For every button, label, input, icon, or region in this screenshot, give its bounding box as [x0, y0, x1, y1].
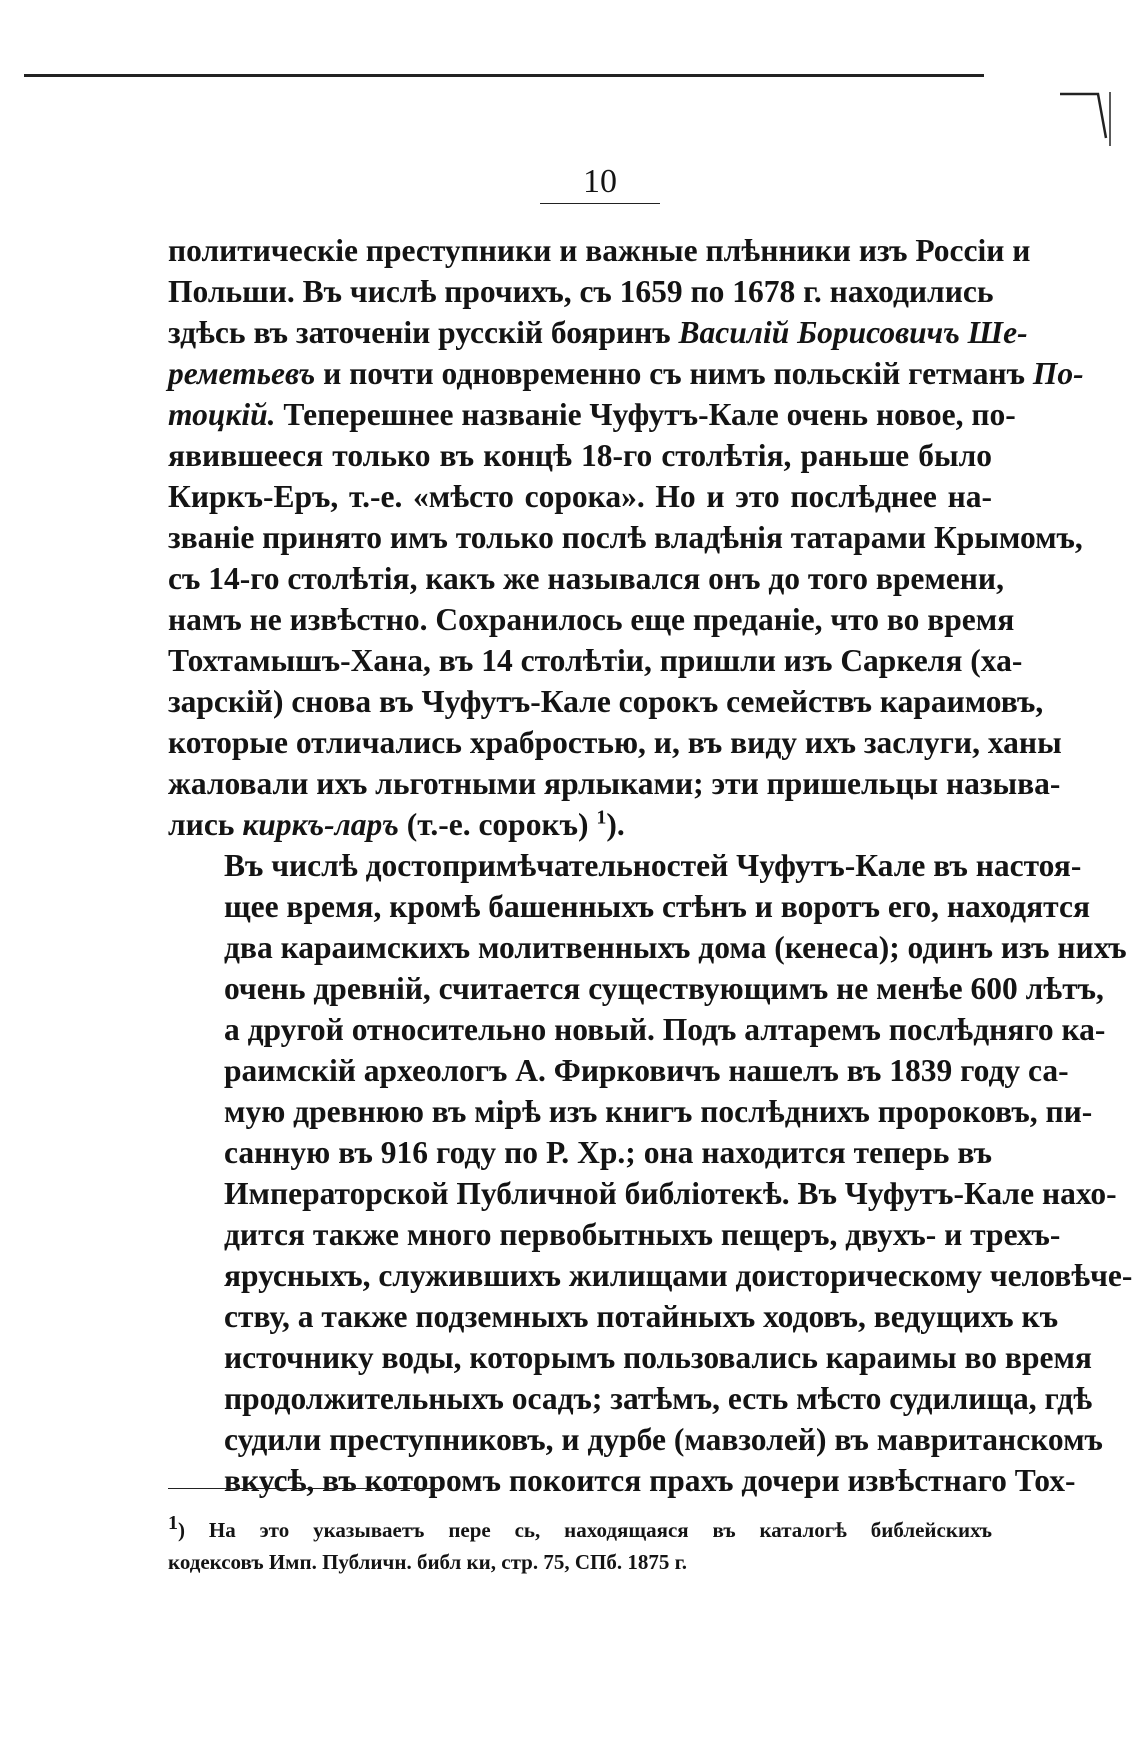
text-line: званіе принято имъ только послѣ владѣнія татарами Крымомъ, — [168, 520, 1083, 555]
text-line: очень древній, считается существующимъ не менѣе 600 лѣтъ, — [224, 971, 1104, 1006]
text-fragment: лись — [168, 807, 235, 842]
text-fragment: и почти одновременно съ нимъ польскій гетманъ — [323, 356, 1026, 391]
paragraph-1 — [168, 230, 1084, 845]
paragraph-2 — [168, 845, 1133, 1501]
footnote-line — [168, 1514, 992, 1546]
text-line: санную въ 916 году по Р. Хр.; она находится теперь въ — [224, 1135, 992, 1170]
text-line: намъ не извѣстно. Сохранилось еще преданіе, что во время — [168, 602, 1015, 637]
text-line — [168, 353, 1084, 394]
text-line: ству, а также подземныхъ потайныхъ ходовъ, ведущихъ къ — [224, 1299, 1059, 1334]
text-line: раимскій археологъ А. Фирковичъ нашелъ въ 1839 году са- — [224, 1053, 1069, 1088]
text-line — [168, 394, 1016, 435]
scan-corner-mark-icon — [1058, 88, 1118, 148]
footnote-line: кодексовъ Имп. Публичн. библ ки, стр. 75, СПб. 1875 г. — [168, 1550, 687, 1574]
text-fragment: Теперешнее названіе Чуфутъ-Кале очень новое, по- — [283, 397, 1016, 432]
text-line — [168, 312, 1028, 353]
text-line: щее время, кромѣ башенныхъ стѣнъ и воротъ его, находятся — [224, 889, 1091, 924]
text-line: дится также много первобытныхъ пещеръ, двухъ- и трехъ- — [224, 1217, 1061, 1252]
footnote — [168, 1514, 992, 1578]
text-line: вкусѣ, въ которомъ покоится прахъ дочери извѣстнаго Тох- — [224, 1463, 1076, 1498]
footnote-rule — [168, 1488, 438, 1489]
body-text — [168, 230, 1133, 1501]
text-line: Въ числѣ достопримѣчательностей Чуфутъ-Кале въ настоя- — [224, 848, 1082, 883]
italic-name: Василій Борисовичъ Ше- — [678, 315, 1028, 350]
footnote-reference: 1 — [596, 806, 607, 829]
page-number-rule — [540, 203, 660, 204]
text-line: жаловали ихъ льготными ярлыками; эти пришельцы называ- — [168, 766, 1061, 801]
text-line: которые отличались храбростью, и, въ виду ихъ заслуги, ханы — [168, 725, 1062, 760]
italic-name: реметьевъ — [168, 356, 316, 391]
text-line: а другой относительно новый. Подъ алтаремъ послѣдняго ка- — [224, 1012, 1106, 1047]
text-line: мую древнюю въ мірѣ изъ книгъ послѣднихъ пророковъ, пи- — [224, 1094, 1093, 1129]
italic-term: киркъ-ларъ — [242, 807, 399, 842]
text-fragment: здѣсь въ заточеніи русскій бояринъ — [168, 315, 671, 350]
text-line: явившееся только въ концѣ 18-го столѣтія, раньше было — [168, 438, 992, 473]
text-line: продолжительныхъ осадъ; затѣмъ, есть мѣсто судилища, гдѣ — [224, 1381, 1093, 1416]
text-line: Тохтамышъ-Хана, въ 14 столѣтіи, пришли изъ Саркеля (ха- — [168, 643, 1023, 678]
text-line: политическіе преступники и важные плѣнники изъ Россіи и — [168, 233, 1031, 268]
text-line: ярусныхъ, служившихъ жилищами доисторическому человѣче- — [224, 1258, 1133, 1293]
text-fragment: (т.-е. сорокъ) — [406, 807, 589, 842]
italic-name: По- — [1032, 356, 1084, 391]
text-fragment: ). — [606, 807, 625, 842]
text-line: источнику воды, которымъ пользовались караимы во время — [224, 1340, 1092, 1375]
footnote-marker: 1 — [168, 1512, 178, 1534]
text-line: два караимскихъ молитвенныхъ дома (кенеса); одинъ изъ нихъ — [224, 930, 1127, 965]
scan-top-rule — [24, 74, 984, 77]
italic-name: тоцкій. — [168, 397, 276, 432]
text-line: зарскій) снова въ Чуфутъ-Кале сорокъ семействъ караимовъ, — [168, 684, 1044, 719]
text-line: Киркъ-Еръ, т.-е. «мѣсто сорока». Но и это послѣднее на- — [168, 479, 992, 514]
page-number: 10 — [583, 163, 617, 200]
text-line: судили преступниковъ, и дурбе (мавзолей) въ мавританскомъ — [224, 1422, 1103, 1457]
text-line — [168, 804, 992, 845]
text-fragment: ) На это указываетъ пере сь, находящаяся въ каталогѣ библейскихъ — [178, 1518, 992, 1542]
text-line: съ 14-го столѣтія, какъ же назывался онъ до того времени, — [168, 561, 1004, 596]
text-line: Польши. Въ числѣ прочихъ, съ 1659 по 1678 г. находились — [168, 274, 994, 309]
text-line: Императорской Публичной библіотекѣ. Въ Чуфутъ-Кале нахо- — [224, 1176, 1117, 1211]
